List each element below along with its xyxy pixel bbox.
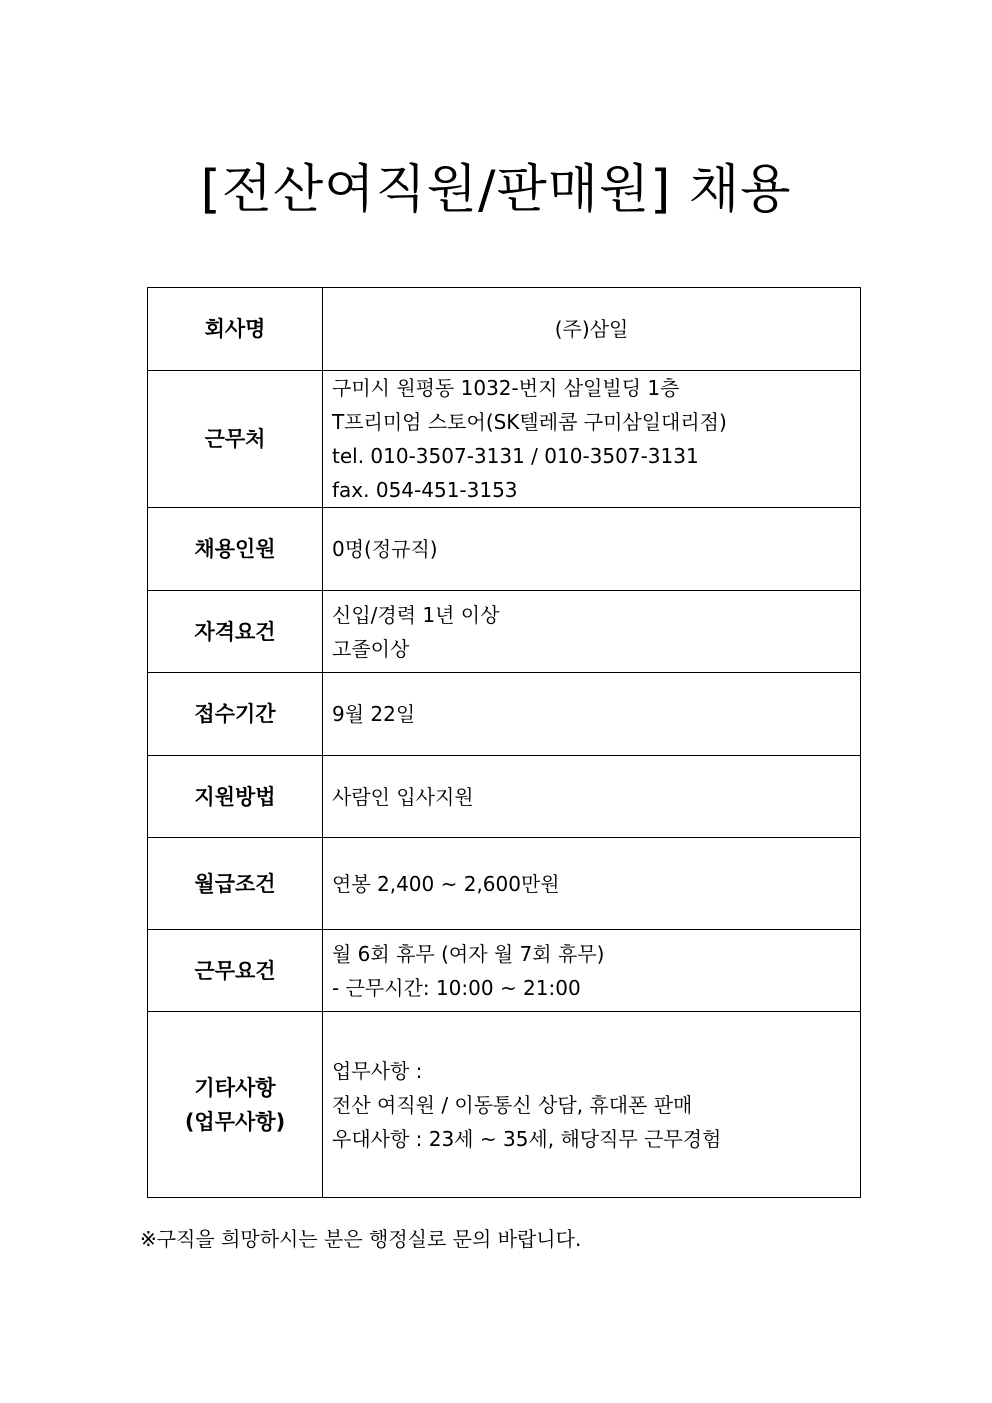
table-row-other — [148, 1012, 861, 1198]
work-days-off: 월 6회 휴무 (여자 월 7회 휴무) — [332, 941, 605, 966]
table-row-headcount — [148, 508, 861, 591]
workplace-address: 구미시 원평동 1032-번지 삼일빌딩 1층 — [332, 376, 680, 400]
row-value-application-period — [323, 673, 861, 756]
table-row-salary — [148, 838, 861, 930]
row-label-company: 회사명 — [148, 288, 323, 371]
other-label-line-1: 기타사항 — [194, 1075, 276, 1100]
qualification-education: 고졸이상 — [332, 636, 410, 661]
document-title: [전산여직원/판매원] 채용 — [200, 160, 792, 220]
row-label-qualifications: 자격요건 — [148, 591, 323, 673]
row-label-other — [148, 1012, 323, 1198]
qualification-experience: 신입/경력 1년 이상 — [332, 602, 500, 627]
row-value-application-method — [323, 756, 861, 838]
row-label-work-conditions: 근무요건 — [148, 930, 323, 1012]
table-row-work-conditions — [148, 930, 861, 1012]
row-label-workplace: 근무처 — [148, 371, 323, 508]
row-label-application-period: 접수기간 — [148, 673, 323, 756]
table-row-application-period — [148, 673, 861, 756]
other-label-line-2: (업무사항) — [184, 1109, 286, 1134]
table-row-company — [148, 288, 861, 371]
row-value-work-conditions — [323, 930, 861, 1012]
row-value-other — [323, 1012, 861, 1198]
row-value-headcount — [323, 508, 861, 591]
duties-description: 전산 여직원 / 이동통신 상담, 휴대폰 판매 — [332, 1092, 693, 1117]
salary-value: 연봉 2,400 ~ 2,600만원 — [332, 871, 560, 896]
workplace-store: T프리미엄 스토어(SK텔레콤 구미삼일대리점) — [332, 410, 727, 434]
row-value-salary — [323, 838, 861, 930]
workplace-tel: tel. 010-3507-3131 / 010-3507-3131 — [332, 444, 699, 468]
company-name: (주)삼일 — [554, 317, 629, 341]
recruitment-info-table — [147, 287, 861, 1198]
row-label-salary: 월급조건 — [148, 838, 323, 930]
row-label-application-method: 지원방법 — [148, 756, 323, 838]
row-value-workplace — [323, 371, 861, 508]
table-row-application-method — [148, 756, 861, 838]
duties-heading: 업무사항 : — [332, 1058, 423, 1083]
row-label-headcount: 채용인원 — [148, 508, 323, 591]
row-value-company — [323, 288, 861, 371]
row-value-qualifications — [323, 591, 861, 673]
application-period-value: 9월 22일 — [332, 702, 416, 726]
headcount-value: 0명(정규직) — [332, 537, 438, 561]
table-row-qualifications — [148, 591, 861, 673]
table-row-workplace — [148, 371, 861, 508]
workplace-fax: fax. 054-451-3153 — [332, 478, 518, 502]
preferred-qualifications: 우대사항 : 23세 ~ 35세, 해당직무 근무경험 — [332, 1126, 722, 1151]
work-hours: - 근무시간: 10:00 ~ 21:00 — [332, 975, 581, 1000]
contact-footnote: ※구직을 희망하시는 분은 행정실로 문의 바랍니다. — [140, 1227, 582, 1251]
application-method-value: 사람인 입사지원 — [332, 784, 474, 809]
